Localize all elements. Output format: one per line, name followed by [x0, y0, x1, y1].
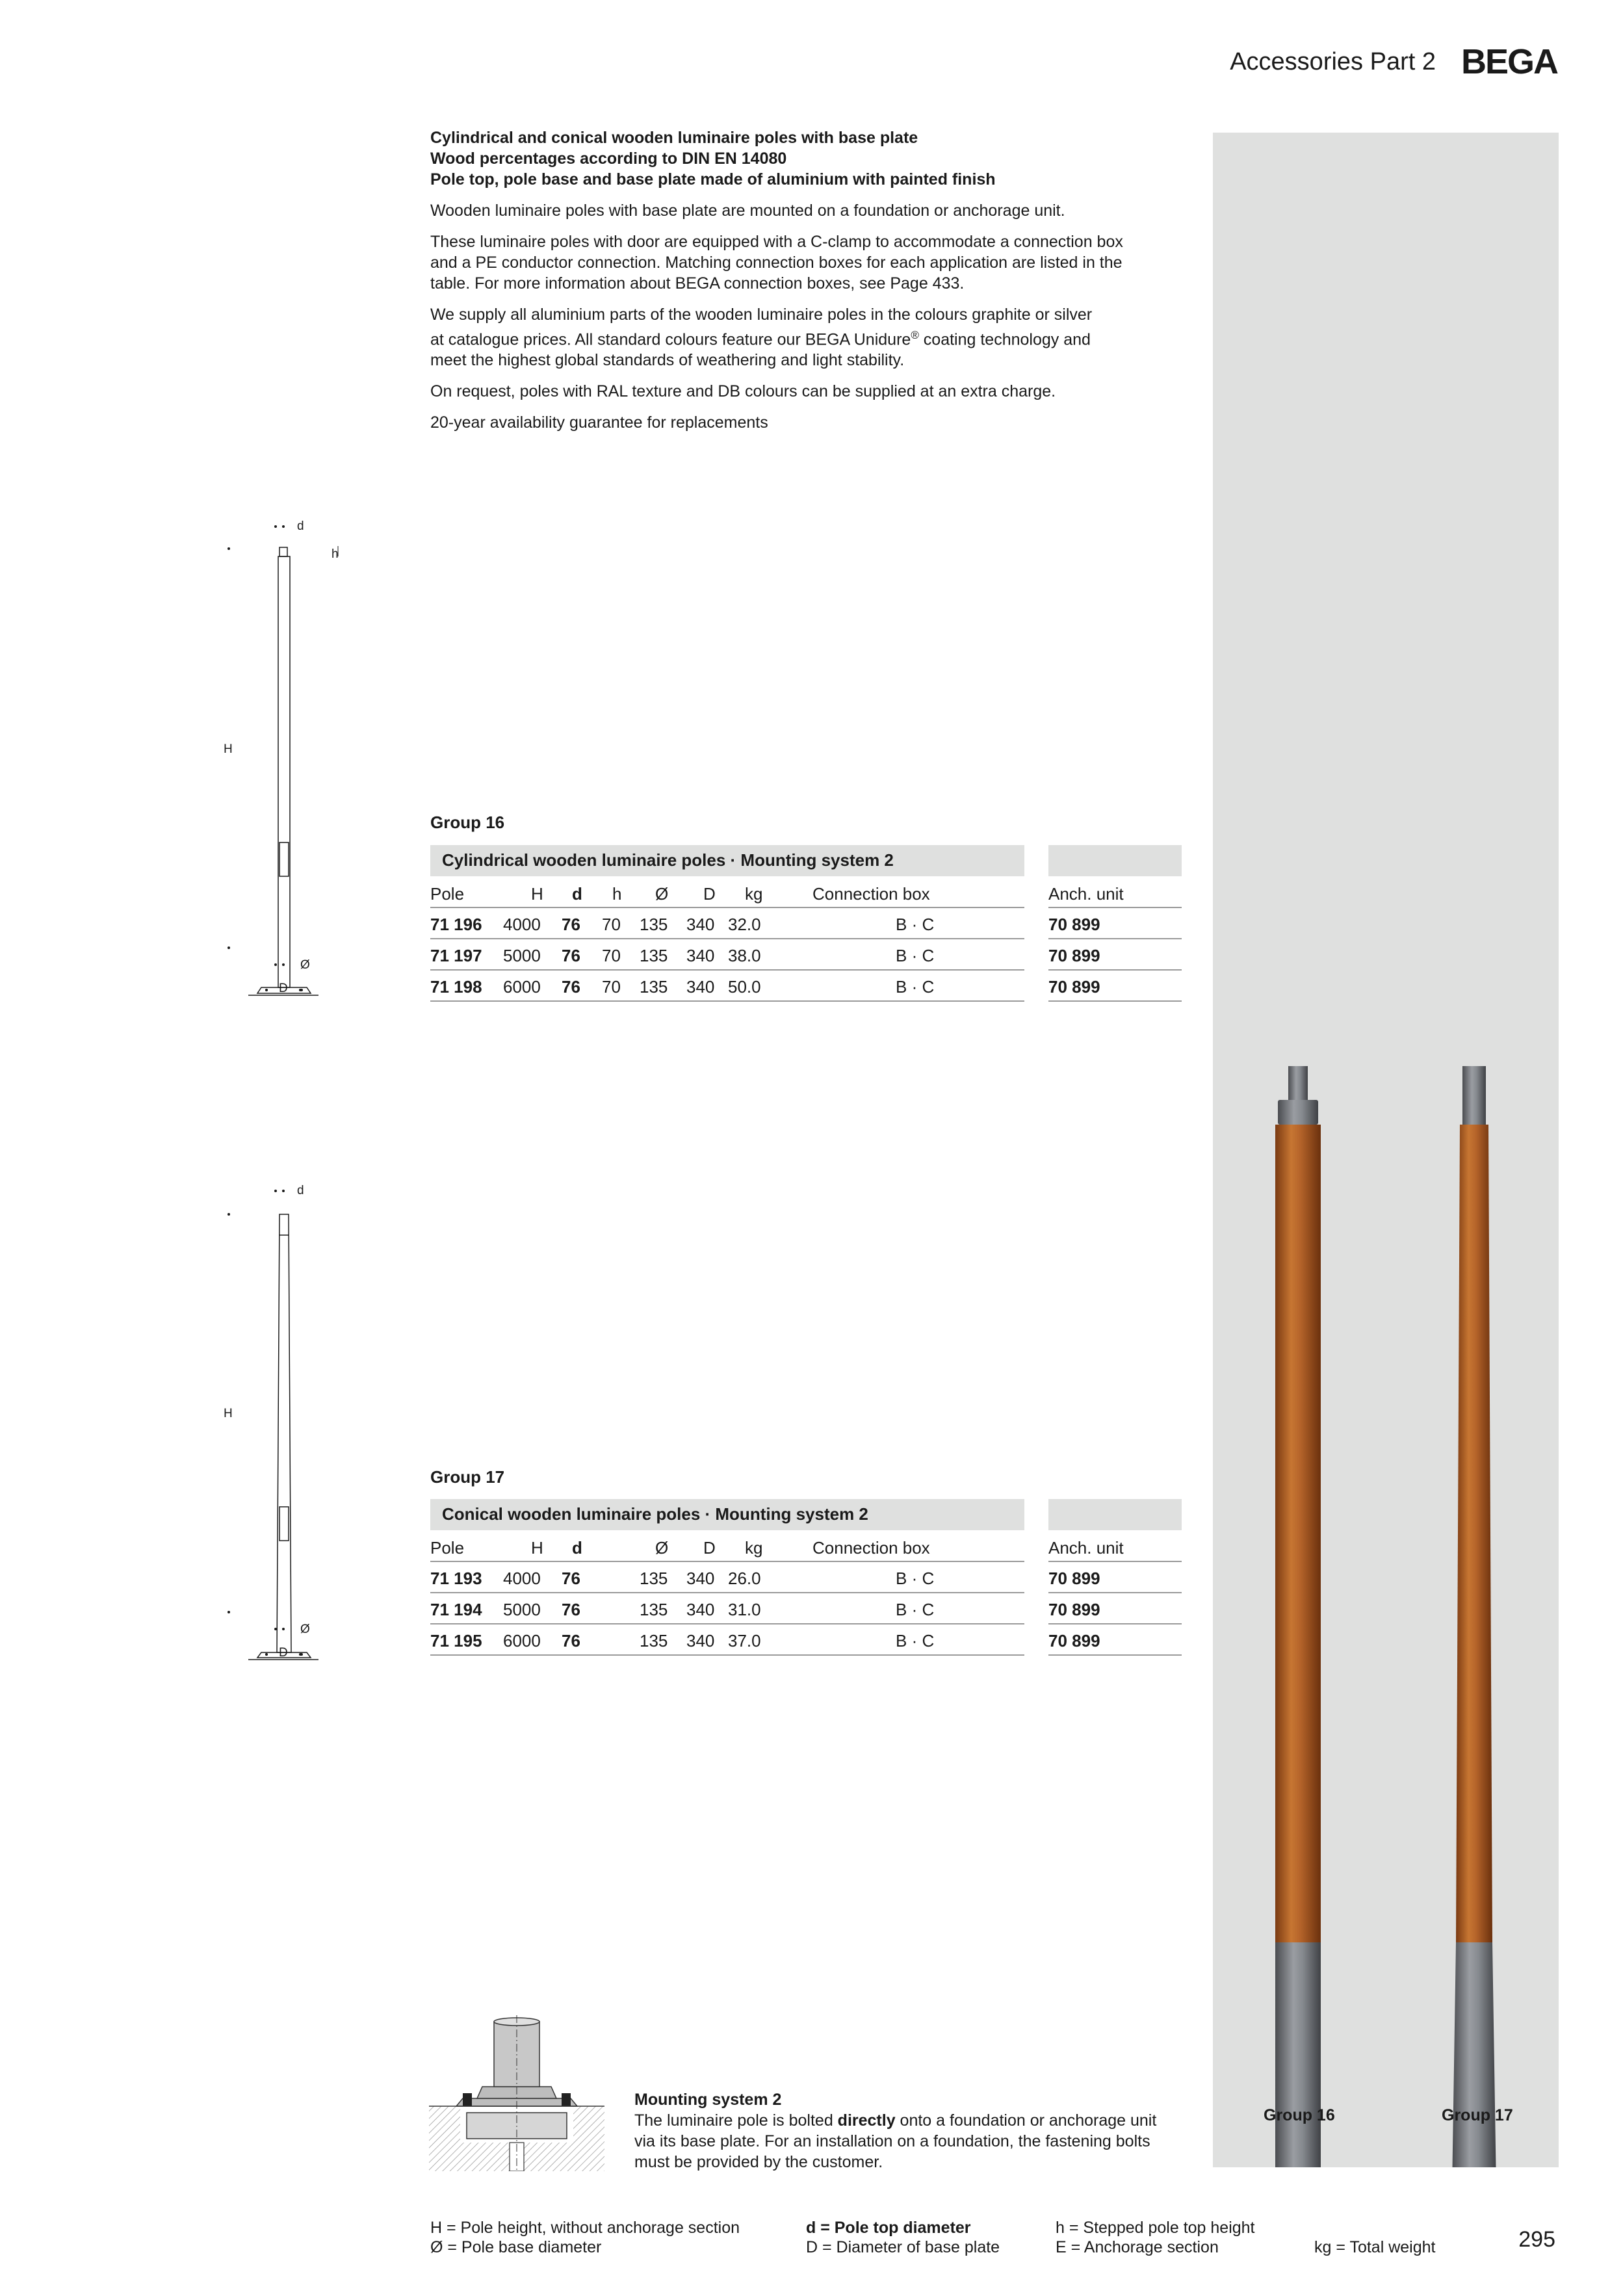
headline-line: Cylindrical and conical wooden luminaire poles with base plate: [430, 129, 918, 147]
mounting-title: Mounting system 2: [634, 2091, 782, 2109]
table-row-anch: 70 899: [1048, 946, 1100, 965]
pole-photos: [1213, 133, 1559, 2167]
headline-line: Pole top, pole base and base plate made of aluminium with painted finish: [430, 170, 996, 189]
dim-label-h: h: [331, 547, 339, 561]
mounting-description: [634, 2089, 1193, 2172]
brand-logo: BEGA: [1461, 42, 1558, 81]
group16-table-title: Cylindrical wooden luminaire poles · Mounting system 2: [430, 845, 1024, 876]
legend-col-3: h = Stepped pole top height E = Anchorage section: [1056, 2219, 1255, 2256]
dim-label-base-diameter: Ø: [300, 1623, 310, 1636]
group17-table-title: Conical wooden luminaire poles · Mounting system 2: [430, 1499, 1024, 1530]
caption-group17: Group 17: [1442, 2106, 1513, 2124]
table-row: 71 194 5000 76 135 340 31.0 B · C: [430, 1600, 935, 1619]
group16-anch-header: Anch. unit: [1048, 884, 1124, 904]
intro-paragraph: We supply all aluminium parts of the wooden luminaire poles in the colours graphite or silver at catalogue prices. All standard colours feature our BEGA Unidure® coating technology and meet the highest global standards of weathering and light stability.: [430, 306, 1093, 370]
table-row-anch: 70 899: [1048, 977, 1100, 997]
group16-anch-title-bar: [1048, 845, 1182, 876]
dim-dots: [260, 984, 305, 997]
table-row: 71 198 6000 76 70 135 340 50.0 B · C: [430, 977, 935, 997]
legend-col-2: d = Pole top diameter D = Diameter of base plate: [806, 2219, 1000, 2256]
dim-label-D: D: [279, 982, 288, 995]
group16-header-row: Pole H d h Ø D kg Connection box: [430, 884, 930, 904]
group16-pole-drawing: [214, 514, 364, 1008]
legend-col-1: H = Pole height, without anchorage section Ø = Pole base diameter: [430, 2219, 740, 2256]
table-row: 71 195 6000 76 135 340 37.0 B · C: [430, 1631, 935, 1650]
mounting-line: The luminaire pole is bolted directly onto a foundation or anchorage unit: [634, 2111, 1157, 2130]
intro-paragraph: Wooden luminaire poles with base plate are mounted on a foundation or anchorage unit.: [430, 202, 1065, 220]
mounting-line: must be provided by the customer.: [634, 2153, 883, 2171]
mounting-line: via its base plate. For an installation on a foundation, the fastening bolts: [634, 2132, 1150, 2150]
intro-paragraph: These luminaire poles with door are equipped with a C-clamp to accommodate a connection box and a PE conductor connection. Matching connection boxes for each application are listed in the table. For more information about BEGA connection boxes, see Page 433.: [430, 233, 1123, 293]
intro-paragraph: 20-year availability guarantee for replacements: [430, 413, 768, 432]
group17-header-row: Pole H d Ø D kg Connection box: [430, 1538, 930, 1558]
dim-label-H: H: [224, 1407, 233, 1420]
dim-label-base-diameter: Ø: [300, 958, 310, 972]
headline-line: Wood percentages according to DIN EN 14080: [430, 150, 787, 168]
table-row-anch: 70 899: [1048, 1631, 1100, 1650]
dim-label-D: D: [279, 1646, 288, 1660]
dim-label-d: d: [297, 1184, 304, 1197]
dim-label-d: d: [297, 519, 304, 533]
table-row: 71 193 4000 76 135 340 26.0 B · C: [430, 1569, 935, 1588]
intro-text: [430, 127, 1184, 433]
table-row-anch: 70 899: [1048, 1600, 1100, 1619]
group16-pole-photo: [1245, 1066, 1351, 2167]
caption-group16: Group 16: [1264, 2106, 1335, 2124]
mounting-system-illustration: [429, 2015, 604, 2171]
group17-title: Group 17: [430, 1467, 505, 1487]
table-row-anch: 70 899: [1048, 915, 1100, 934]
table-row: 71 197 5000 76 70 135 340 38.0 B · C: [430, 946, 935, 965]
legend-col-4: kg = Total weight: [1314, 2238, 1436, 2256]
product-photo-panel: [1213, 133, 1559, 2167]
intro-paragraph: On request, poles with RAL texture and DB colours can be supplied at an extra charge.: [430, 382, 1056, 401]
table-row: 71 196 4000 76 70 135 340 32.0 B · C: [430, 915, 935, 934]
group17-anch-title-bar: [1048, 1499, 1182, 1530]
group17-pole-drawing: [214, 1178, 364, 1672]
section-title: Accessories Part 2: [1230, 48, 1436, 75]
page-number: 295: [1518, 2227, 1555, 2252]
group16-title: Group 16: [430, 813, 505, 832]
group17-pole-photo: [1421, 1066, 1527, 2167]
intro-headline: [430, 127, 1184, 190]
dim-label-H: H: [224, 742, 233, 756]
dim-dots: [260, 1648, 305, 1661]
group17-anch-header: Anch. unit: [1048, 1538, 1124, 1558]
table-row-anch: 70 899: [1048, 1569, 1100, 1588]
